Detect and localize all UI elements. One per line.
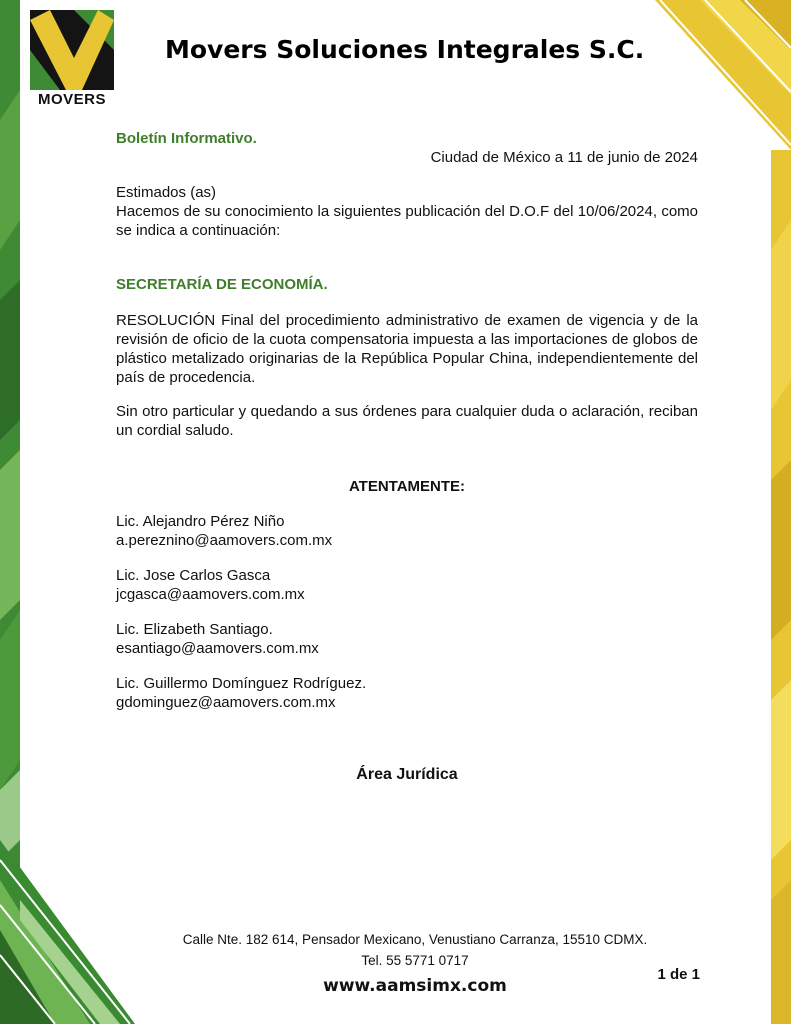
footer-phone: Tel. 55 5771 0717 [361,953,469,968]
contact-item [116,566,516,604]
company-name: Movers Soluciones Integrales S.C. [165,35,645,64]
contact-email[interactable]: a.pereznino@aamovers.com.mx [116,532,333,549]
contact-name: Lic. Elizabeth Santiago. [116,621,273,638]
date-line: Ciudad de México a 11 de junio de 2024 [430,149,698,166]
footer-website[interactable]: www.aamsimx.com [323,976,507,996]
closing-paragraph: Sin otro particular y quedando a sus órdenes para cualquier duda o aclaración, reciban un cordial saludo. [116,403,698,439]
logo-v-icon [30,10,114,90]
logo-mark [30,10,114,90]
contact-list [116,512,516,728]
contact-email[interactable]: gdominguez@aamovers.com.mx [116,694,336,711]
resolution-paragraph: RESOLUCIÓN Final del procedimiento administrativo de examen de vigencia y de la revisión de oficio de la cuota compensatoria impuesta a las importaciones de globos de plástico metalizado originarias de la República Popular China, independientemente del país de procedencia. [116,312,698,386]
bulletin-title: Boletín Informativo. [116,130,257,147]
sign-off: ATENTAMENTE: [348,478,466,495]
section-title: SECRETARÍA DE ECONOMÍA. [116,276,328,293]
contact-item [116,512,516,550]
company-logo [30,10,114,108]
contact-name: Lic. Jose Carlos Gasca [116,567,271,584]
footer-address: Calle Nte. 182 614, Pensador Mexicano, Venustiano Carranza, 15510 CDMX. [182,932,648,947]
intro-paragraph: Hacemos de su conocimiento la siguientes publicación del D.O.F del 10/06/2024, como se indica a continuación: [116,203,698,239]
department-name: Área Jurídica [356,766,458,783]
greeting: Estimados (as) [116,184,217,201]
contact-email[interactable]: jcgasca@aamovers.com.mx [116,586,305,603]
contact-name: Lic. Alejandro Pérez Niño [116,513,285,530]
page-indicator: 1 de 1 [657,966,700,983]
contact-item [116,674,516,712]
logo-text: MOVERS [37,91,106,108]
contact-name: Lic. Guillermo Domínguez Rodríguez. [116,675,367,692]
contact-email[interactable]: esantiago@aamovers.com.mx [116,640,319,657]
contact-item [116,620,516,658]
